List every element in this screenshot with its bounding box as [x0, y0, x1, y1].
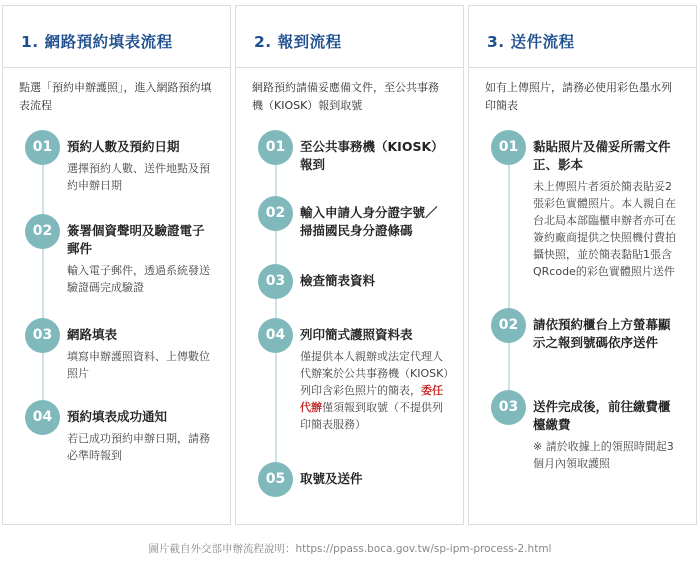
- step-title: 預約人數及預約日期: [67, 139, 180, 154]
- step-description: [300, 348, 449, 433]
- column-intro: 如有上傳照片，請務必使用彩色墨水列印簡表: [485, 81, 672, 112]
- step-title: 送件完成後，前往繳費櫃檯繳費: [533, 399, 671, 432]
- column-title: 3. 送件流程: [469, 6, 696, 68]
- step-title: 請依預約櫃台上方螢幕顯示之報到號碼依序送件: [533, 317, 671, 350]
- step-title: 至公共事務機（KIOSK）報到: [300, 139, 444, 172]
- step-title: 檢查簡表資料: [300, 273, 376, 288]
- step-number-badge: 01: [258, 130, 293, 165]
- step-title: 輸入申請人身分證字號／掃描國民身分證條碼: [300, 205, 438, 238]
- column-title: 1. 網路預約填表流程: [3, 6, 230, 68]
- step-description: ※ 請於收據上的領照時間起3個月內領取護照: [533, 440, 674, 470]
- step-number-badge: 04: [258, 318, 293, 353]
- step-title: 預約填表成功通知: [67, 409, 168, 424]
- step-title: 列印簡式護照資料表: [300, 327, 413, 342]
- column-title: 2. 報到流程: [236, 6, 463, 68]
- column-check-in: [235, 5, 464, 525]
- step-number-badge: 02: [491, 308, 526, 343]
- step-number-badge: 04: [25, 400, 60, 435]
- image-source-caption: 圖片截自外交部申辦流程說明：https://ppass.boca.gov.tw/sp-ipm-process-2.html: [148, 543, 552, 555]
- step-description-text: 僅須報到取號（不提供列印簡表服務）: [300, 401, 443, 431]
- column-intro: 點選「預約申辦護照」，進入網路預約填表流程: [19, 81, 212, 112]
- step-number-badge: 03: [258, 264, 293, 299]
- step-title: 取號及送件: [300, 471, 363, 486]
- step-description: 未上傳照片者須於簡表貼妥2張彩色實體照片。本人親自在台北局本部臨櫃申辦者亦可在簽約廠商提供之快照機付費拍攝快照，並於簡表黏貼1張含QRcode的彩色實體照片送件: [533, 180, 676, 278]
- step-description: 選擇預約人數、送件地點及預約申辦日期: [67, 162, 210, 192]
- column-online-booking: [2, 5, 231, 525]
- step-description: 填寫申辦護照資料、上傳數位照片: [67, 350, 210, 380]
- highlight-delegated: 委任代辦: [300, 384, 443, 414]
- step-number-badge: 03: [491, 390, 526, 425]
- column-intro: 網路預約請備妥應備文件，至公共事務機（KIOSK）報到取號: [252, 81, 439, 112]
- step-description: 輸入電子郵件，透過系統發送驗證碼完成驗證: [67, 264, 210, 294]
- timeline-line: [42, 146, 44, 416]
- step-title: 黏貼照片及備妥所需文件正、影本: [533, 139, 671, 172]
- column-submission: [468, 5, 697, 525]
- timeline-line: [508, 146, 510, 406]
- step-description: 若已成功預約申辦日期，請務必準時報到: [67, 432, 210, 462]
- step-title: 簽署個資聲明及驗證電子郵件: [67, 223, 205, 256]
- step-number-badge: 02: [25, 214, 60, 249]
- step-description-text: 僅提供本人親辦或法定代理人代辦案於公共事務機（KIOSK）列印含彩色照片的簡表，: [300, 350, 449, 397]
- step-number-badge: 05: [258, 462, 293, 497]
- step-number-badge: 01: [491, 130, 526, 165]
- step-number-badge: 03: [25, 318, 60, 353]
- step-number-badge: 01: [25, 130, 60, 165]
- step-title: 網路填表: [67, 327, 118, 342]
- step-number-badge: 02: [258, 196, 293, 231]
